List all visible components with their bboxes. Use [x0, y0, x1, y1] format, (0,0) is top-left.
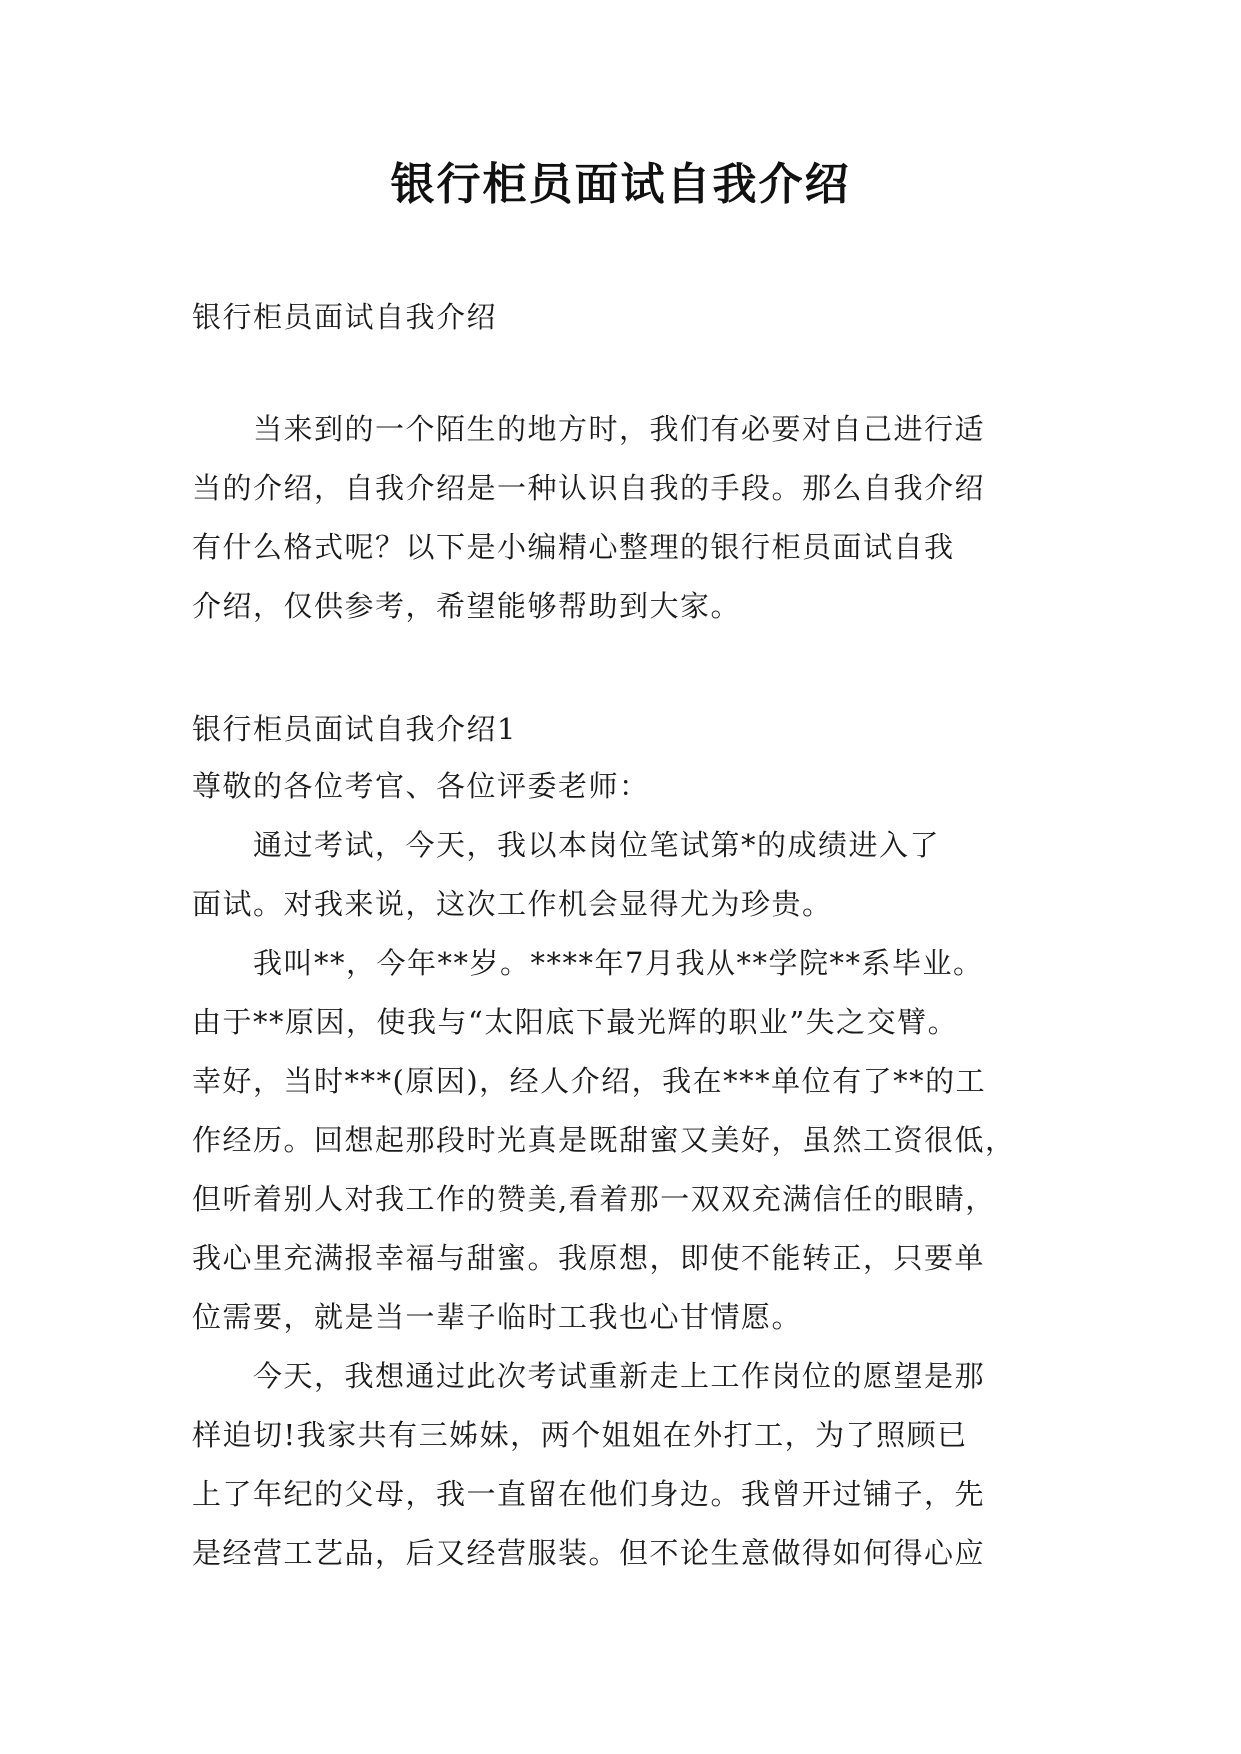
- intro-line: 介绍，仅供参考，希望能够帮助到大家。: [192, 589, 742, 623]
- document-title: 银行柜员面试自我介绍: [390, 159, 851, 210]
- body-line: 尊敬的各位考官、各位评委老师：: [192, 769, 650, 803]
- body-line: 是经营工艺品，后又经营服装。但不论生意做得如何得心应: [192, 1536, 986, 1570]
- intro-line: 有什么格式呢？以下是小编精心整理的银行柜员面试自我: [192, 530, 955, 564]
- body-line: 但听着别人对我工作的赞美,看着那一双双充满信任的眼睛，: [192, 1182, 996, 1216]
- main-body: [192, 757, 1062, 1583]
- subtitle-line: 银行柜员面试自我介绍: [192, 300, 498, 334]
- body-line: 我叫**，今年**岁。****年7月我从**学院**系毕业。: [192, 946, 984, 980]
- intro-line: 当的介绍，自我介绍是一种认识自我的手段。那么自我介绍: [192, 471, 986, 505]
- body-line: 由于**原因，使我与“太阳底下最光辉的职业”失之交臂。: [192, 1005, 959, 1039]
- body-line: 通过考试，今天，我以本岗位笔试第*的成绩进入了: [192, 828, 941, 862]
- section-heading: [192, 700, 1062, 759]
- body-line: 幸好，当时***(原因)，经人介绍，我在***单位有了**的工: [192, 1064, 987, 1098]
- body-line: 今天，我想通过此次考试重新走上工作岗位的愿望是那: [192, 1359, 986, 1393]
- body-line: 我心里充满报幸福与甜蜜。我原想，即使不能转正，只要单: [192, 1241, 986, 1275]
- body-line: 面试。对我来说，这次工作机会显得尤为珍贵。: [192, 887, 833, 921]
- body-line: 位需要，就是当一辈子临时工我也心甘情愿。: [192, 1300, 803, 1334]
- section-heading-line: 银行柜员面试自我介绍1: [192, 712, 517, 746]
- document-subtitle: [192, 288, 1062, 347]
- intro-line: 当来到的一个陌生的地方时，我们有必要对自己进行适: [192, 412, 986, 446]
- body-line: 作经历。回想起那段时光真是既甜蜜又美好，虽然工资很低，: [192, 1123, 1016, 1157]
- intro-paragraph: [192, 400, 1062, 636]
- body-line: 样迫切!我家共有三姊妹，两个姐姐在外打工，为了照顾已: [192, 1418, 968, 1452]
- body-line: 上了年纪的父母，我一直留在他们身边。我曾开过铺子，先: [192, 1477, 986, 1511]
